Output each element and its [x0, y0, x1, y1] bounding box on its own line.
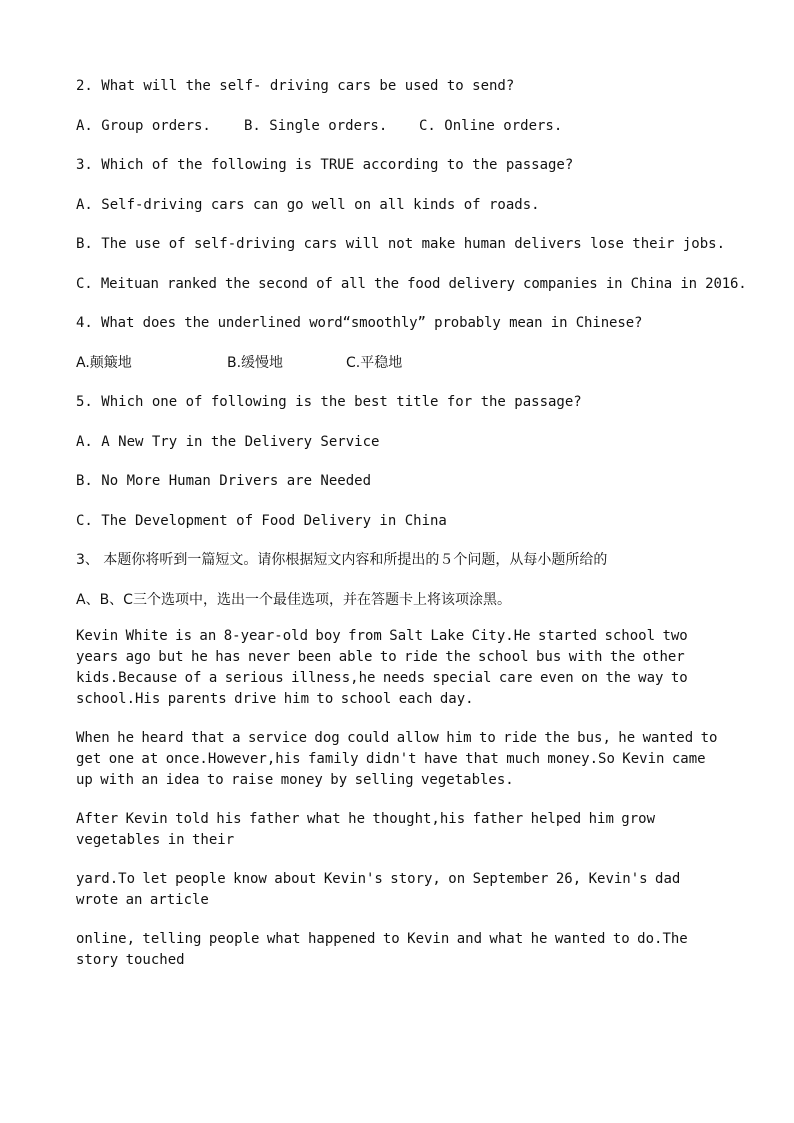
- question-2-stem: 2. What will the self- driving cars be used to send?: [76, 78, 515, 94]
- section-3-instruction-line-2: A、B、C三个选项中，选出一个最佳选项，并在答题卡上将该项涂黑。: [76, 591, 511, 608]
- question-3-stem: 3. Which of the following is TRUE according to the passage?: [76, 157, 574, 173]
- question-4-option-c: C.平稳地: [346, 354, 403, 371]
- passage-paragraph-5: online, telling people what happened to Kevin and what he wanted to do.The story touched: [76, 930, 688, 968]
- passage-paragraph-4: yard.To let people know about Kevin's story, on September 26, Kevin's dad wrote an article: [76, 870, 681, 908]
- question-2-option-c: C. Online orders.: [419, 117, 563, 134]
- exam-page: [76, 76, 747, 989]
- passage-paragraph-1: Kevin White is an 8-year-old boy from Salt Lake City.He started school two years ago but he has never been able to ride the school bus with the other kids.Because of a serious illness,he needs special care even on the way to school.His parents drive him to school each day.: [76, 627, 688, 707]
- question-4-stem: 4. What does the underlined word“smoothly” probably mean in Chinese?: [76, 315, 643, 331]
- passage-paragraph-3: After Kevin told his father what he thought,his father helped him grow vegetables in their: [76, 810, 656, 848]
- question-5-stem: 5. Which one of following is the best title for the passage?: [76, 394, 582, 410]
- question-3-option-c: C. Meituan ranked the second of all the food delivery companies in China in 2016.: [76, 275, 747, 292]
- question-5-option-c: C. The Development of Food Delivery in China: [76, 512, 447, 529]
- question-3-option-a: A. Self-driving cars can go well on all kinds of roads.: [76, 196, 540, 213]
- passage-paragraph-2: When he heard that a service dog could allow him to ride the bus, he wanted to get one at once.However,his family didn't have that much money.So Kevin came up with an idea to raise money by selling vegetables.: [76, 729, 718, 788]
- question-2-option-b: B. Single orders.: [244, 117, 388, 134]
- question-3-option-b: B. The use of self-driving cars will not make human delivers lose their jobs.: [76, 236, 726, 252]
- question-2-option-a: A. Group orders.: [76, 117, 211, 134]
- question-5-option-a: A. A New Try in the Delivery Service: [76, 433, 380, 450]
- question-4-option-b: B.缓慢地: [227, 354, 284, 371]
- question-2-options: [76, 116, 720, 136]
- section-3-instruction-line-1: 3、 本题你将听到一篇短文。请你根据短文内容和所提出的５个问题，从每小题所给的: [76, 552, 608, 568]
- question-4-option-a: A.颠簸地: [76, 354, 132, 371]
- question-4-options: [76, 353, 720, 373]
- question-5-option-b: B. No More Human Drivers are Needed: [76, 473, 372, 489]
